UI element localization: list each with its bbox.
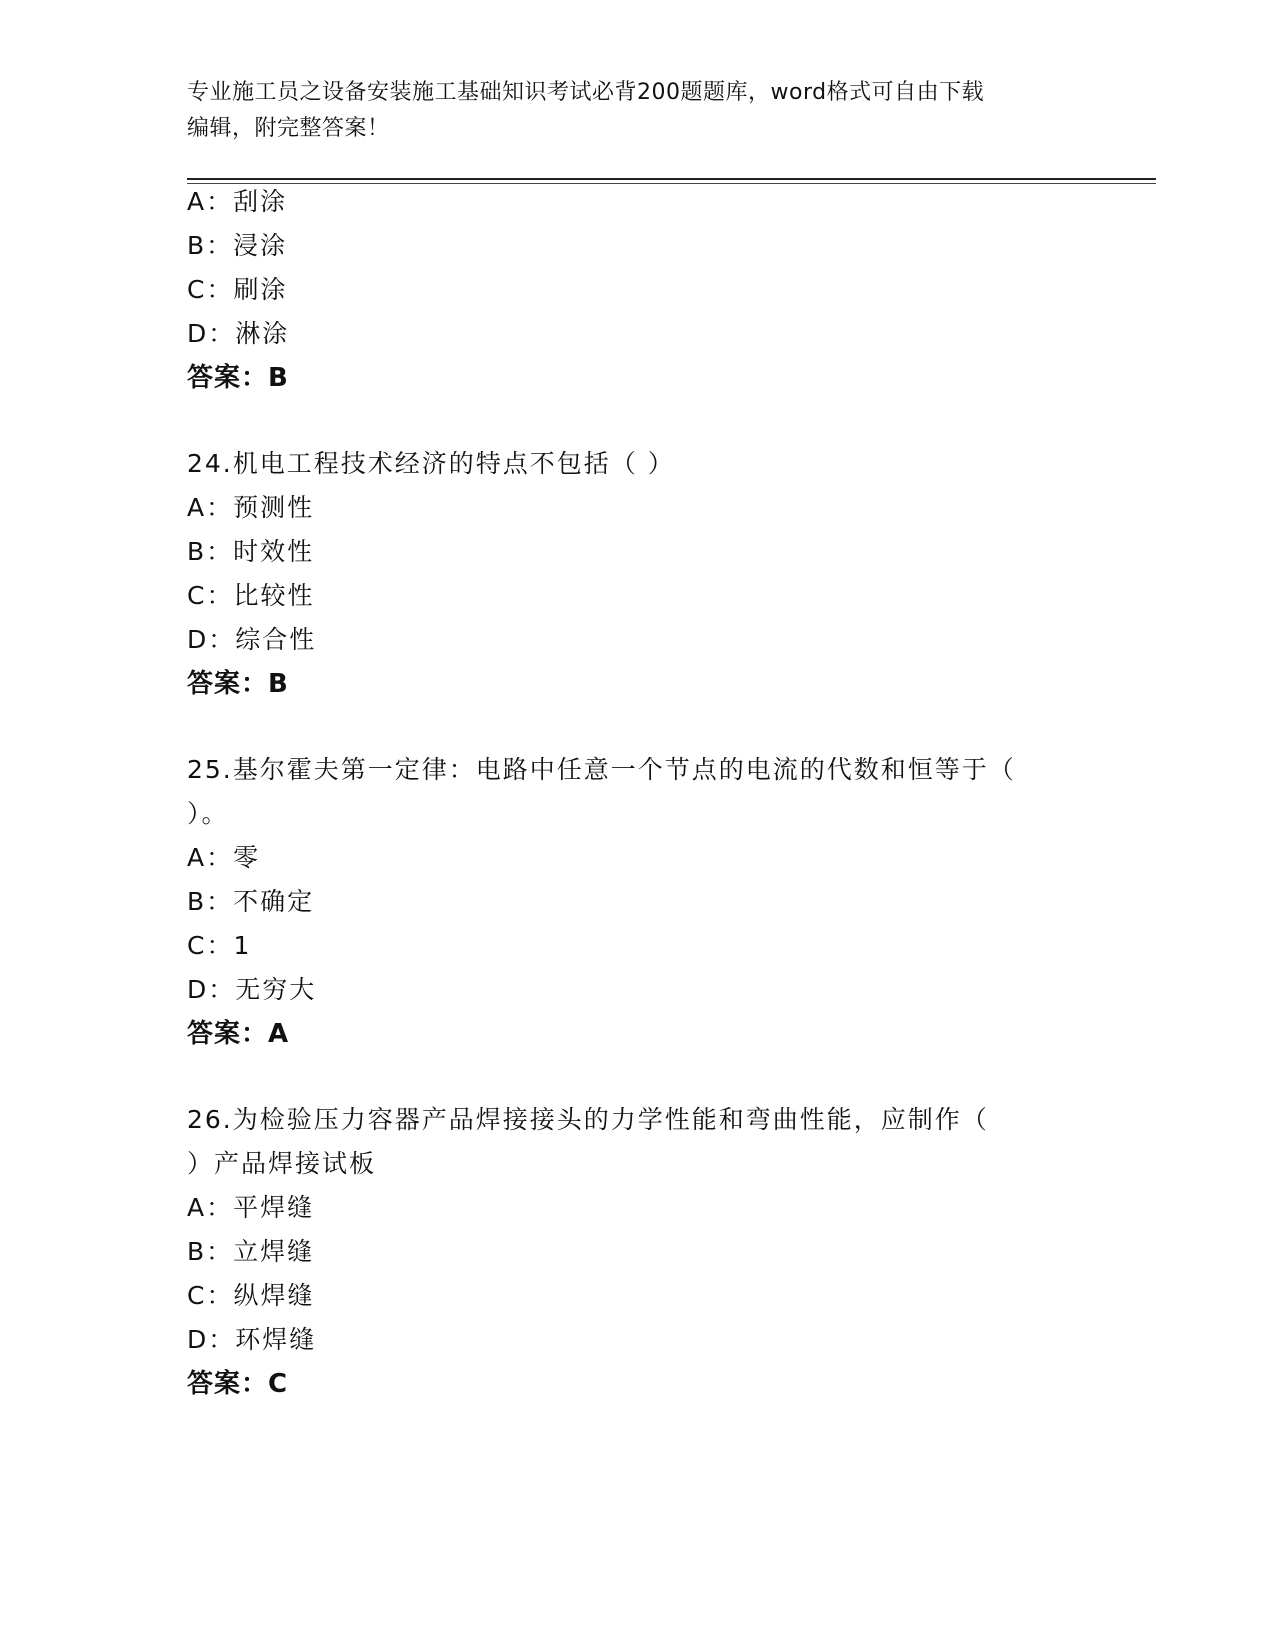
q24-question: 24.机电工程技术经济的特点不包括（ ） xyxy=(187,449,675,478)
q24-option-b: B：时效性 xyxy=(187,537,315,566)
q24-answer: 答案：B xyxy=(187,669,289,699)
q26-question-line-2: ）产品焊接试板 xyxy=(187,1149,377,1178)
q26-answer: 答案：C xyxy=(187,1369,289,1399)
q23-option-c: C：刷涂 xyxy=(187,275,288,304)
q23-option-d: D：淋涂 xyxy=(187,319,290,348)
header-line-1: 专业施工员之设备安装施工基础知识考试必背200题题库，word格式可自由下载 xyxy=(187,80,985,105)
document-header xyxy=(187,75,1087,147)
q25-option-b: B：不确定 xyxy=(187,887,315,916)
header-divider-thin xyxy=(187,183,1156,184)
q23-option-a: A：刮涂 xyxy=(187,187,288,216)
q23-answer: 答案：B xyxy=(187,363,289,393)
q25-option-a: A：零 xyxy=(187,843,261,872)
q24-option-a: A：预测性 xyxy=(187,493,315,522)
q24-option-c: C：比较性 xyxy=(187,581,315,610)
header-divider-thick xyxy=(187,178,1156,180)
q25-option-c: C：1 xyxy=(187,931,252,960)
q23-option-b: B：浸涂 xyxy=(187,231,288,260)
q26-option-b: B：立焊缝 xyxy=(187,1237,315,1266)
q25-question-line-1: 25.基尔霍夫第一定律：电路中任意一个节点的电流的代数和恒等于（ xyxy=(187,755,1016,784)
q24-option-d: D：综合性 xyxy=(187,625,317,654)
q26-option-c: C：纵焊缝 xyxy=(187,1281,315,1310)
q26-option-a: A：平焊缝 xyxy=(187,1193,315,1222)
header-line-2: 编辑，附完整答案！ xyxy=(187,116,390,141)
q25-option-d: D：无穷大 xyxy=(187,975,317,1004)
q26-question-line-1: 26.为检验压力容器产品焊接接头的力学性能和弯曲性能，应制作（ xyxy=(187,1105,989,1134)
q25-answer: 答案：A xyxy=(187,1019,290,1049)
q25-question-line-2: ）。 xyxy=(187,799,229,828)
q26-option-d: D：环焊缝 xyxy=(187,1325,317,1354)
